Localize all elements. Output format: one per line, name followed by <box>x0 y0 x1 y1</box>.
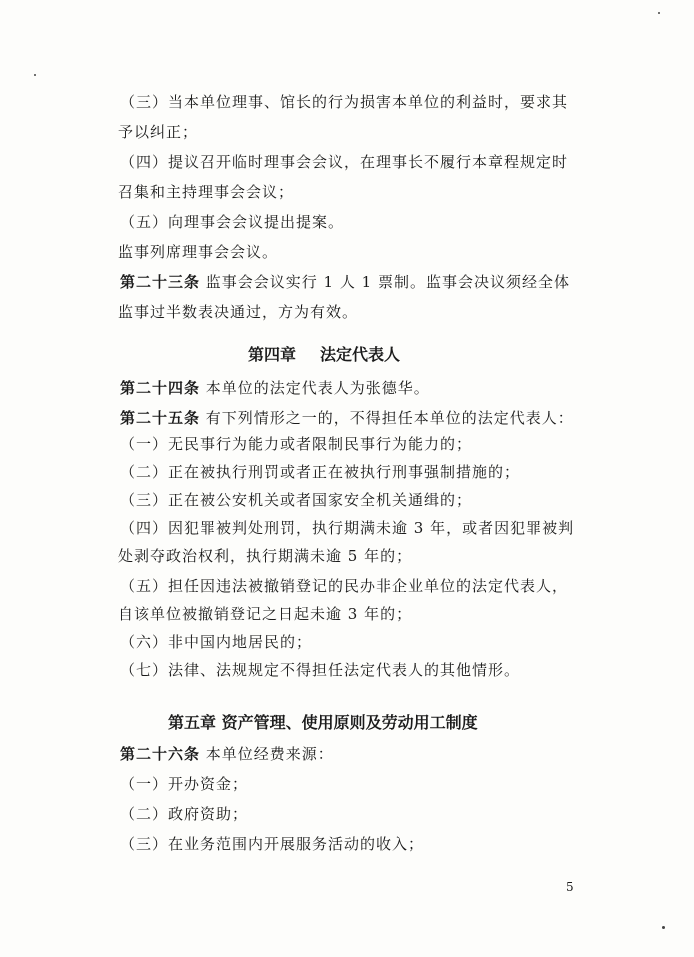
article-25-item-2: （二）正在被执行刑罚或者正在被执行刑事强制措施的； <box>120 463 521 481</box>
item-3-continuation: 予以纠正； <box>118 123 199 141</box>
article-23 <box>120 272 570 292</box>
article-25-item-5: （五）担任因违法被撤销登记的民办非企业单位的法定代表人， <box>120 577 569 595</box>
chapter-4-title: 法定代表人 <box>320 345 401 364</box>
article-25-text: 有下列情形之一的，不得担任本单位的法定代表人： <box>200 409 574 427</box>
article-25-item-3: （三）正在被公安机关或者国家安全机关通缉的； <box>120 491 473 509</box>
article-26-label: 第二十六条 <box>120 745 201 763</box>
page-number: 5 <box>566 880 574 894</box>
article-25-item-5-continuation: 自该单位被撤销登记之日起未逾 3 年的； <box>118 605 413 623</box>
scan-speck <box>658 12 660 14</box>
article-26-text: 本单位经费来源： <box>200 745 334 763</box>
article-25-item-4: （四）因犯罪被判处刑罚，执行期满未逾 3 年，或者因犯罪被判 <box>120 519 575 537</box>
item-4-supervisor-right: （四）提议召开临时理事会会议，在理事长不履行本章程规定时 <box>120 153 569 171</box>
article-23-continuation: 监事过半数表决通过，方为有效。 <box>118 303 359 321</box>
article-26-item-1: （一）开办资金； <box>120 775 249 793</box>
article-24-label: 第二十四条 <box>120 379 201 397</box>
article-25-item-6: （六）非中国内地居民的； <box>120 633 313 651</box>
article-25-item-1: （一）无民事行为能力或者限制民事行为能力的； <box>120 435 473 453</box>
article-23-text: 监事会会议实行 1 人 1 票制。监事会决议须经全体 <box>200 273 570 291</box>
article-25-label: 第二十五条 <box>120 409 201 427</box>
chapter-4-number: 第四章 <box>248 345 297 364</box>
article-25-item-7: （七）法律、法规规定不得担任法定代表人的其他情形。 <box>120 661 521 679</box>
supervisor-attend-line: 监事列席理事会会议。 <box>118 243 279 261</box>
article-26-item-3: （三）在业务范围内开展服务活动的收入； <box>120 835 425 853</box>
article-24 <box>120 378 430 398</box>
scan-speck <box>662 926 665 929</box>
article-26-item-2: （二）政府资助； <box>120 805 249 823</box>
article-23-label: 第二十三条 <box>120 273 201 291</box>
chapter-4-heading <box>248 344 400 366</box>
item-3-supervisor-right: （三）当本单位理事、馆长的行为损害本单位的利益时，要求其 <box>120 93 569 111</box>
item-5-supervisor-right: （五）向理事会会议提出提案。 <box>120 213 345 231</box>
article-25 <box>120 408 574 428</box>
article-24-text: 本单位的法定代表人为张德华。 <box>200 379 430 397</box>
article-25-item-4-continuation: 处剥夺政治权利，执行期满未逾 5 年的； <box>118 547 413 565</box>
item-4-continuation: 召集和主持理事会会议； <box>118 183 295 201</box>
article-26 <box>120 744 334 764</box>
scan-speck <box>34 74 36 76</box>
chapter-5-heading: 第五章 资产管理、使用原则及劳动用工制度 <box>168 713 478 732</box>
